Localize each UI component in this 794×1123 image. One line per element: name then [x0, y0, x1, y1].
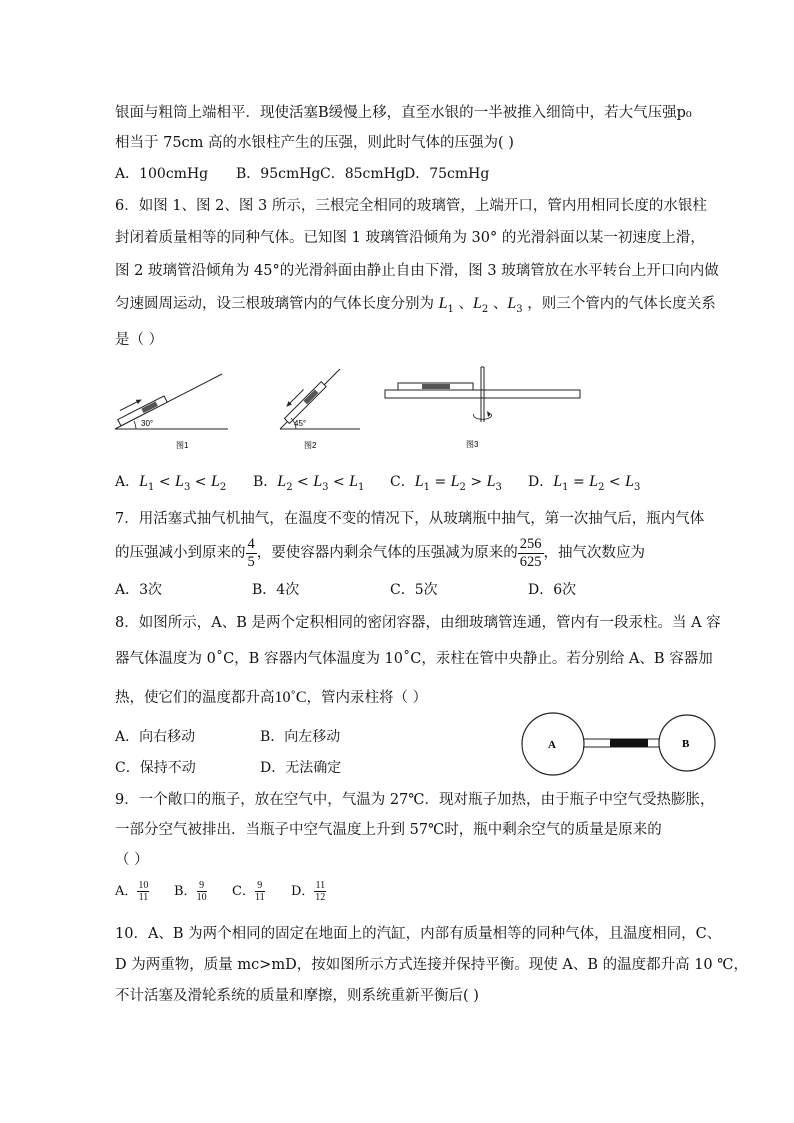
q7-option-d: D．6次	[528, 582, 577, 598]
q6-line4-text-b: ，则三个管内的气体长度关系	[527, 296, 716, 312]
q9-option-c: C． $\frac{9}{11}$	[232, 880, 265, 903]
q6-line3: 图 2 玻璃管沿倾角为 45°的光滑斜面由静止自由下滑，图 3 玻璃管放在水平转台上开口向内做	[115, 263, 719, 279]
q7-fraction-4-5: $\frac{4}{5}$	[247, 535, 255, 570]
q6-line5: 是（ ）	[115, 332, 164, 348]
q5-option-c: C．85cmHg	[320, 166, 405, 182]
fig3-label: 图3	[466, 440, 479, 449]
q8-option-b: B．向左移动	[260, 729, 341, 745]
q6-line4	[115, 294, 716, 320]
q7-option-c: C．5次	[390, 582, 438, 598]
q6-option-c: C．$L_1 = L_2 > L_3$	[390, 473, 502, 493]
q9-line1: 9．一个敞口的瓶子，放在空气中，气温为 27℃．现对瓶子加热，由于瓶子中空气受热膨胀，	[115, 792, 715, 808]
q9-line2: 一部分空气被排出．当瓶子中空气温度上升到 57℃时，瓶中剩余空气的质量是原来的	[115, 822, 662, 838]
q9-option-b: B． $\frac{9}{10}$	[174, 880, 207, 903]
q5-option-d: D．75cmHg	[404, 166, 490, 182]
q10-line1: 10．A、B 为两个相同的固定在地面上的汽缸，内部有质量相等的同种气体，且温度相同，C、	[115, 926, 722, 942]
figure-1-incline-30	[110, 366, 230, 456]
fig1-label: 图1	[176, 441, 189, 450]
q9-line3: （ ）	[115, 852, 149, 868]
q8-option-d: D．无法确定	[260, 760, 342, 776]
q9-option-a: A． $\frac{10}{11}$	[115, 880, 149, 903]
q6-option-d: D．$L_1 = L_2 < L_3$	[528, 473, 641, 493]
container-a-label: A	[548, 739, 556, 751]
figure-containers-ab	[520, 710, 720, 780]
q7-line2: 的压强减小到原来的 $\frac{4}{5}$ ，要使容器内剩余气体的压强减为原来的 $\frac{256}{625}$ ，抽气次数应为	[115, 535, 645, 570]
q5-line1: 银面与粗筒上端相平．现使活塞B缓慢上移，直至水银的一半被推入细筒中，若大气压强p₀	[115, 105, 692, 121]
q7-option-b: B．4次	[252, 582, 300, 598]
q5-option-b: B．95cmHg	[236, 166, 321, 182]
q9-option-d: D． $\frac{11}{12}$	[291, 880, 326, 903]
q5-option-a: A．100cmHg	[115, 166, 209, 182]
q10-line3: 不计活塞及滑轮系统的质量和摩擦，则系统重新平衡后( )	[115, 988, 479, 1004]
q6-option-b: B．$L_2 < L_3 < L_1$	[253, 473, 365, 493]
fig1-angle: 30°	[141, 419, 154, 428]
q7-option-a: A．3次	[115, 582, 163, 598]
q8-line1: 8．如图所示，A、B 是两个定积相同的密闭容器，由细玻璃管连通，管内有一段汞柱。当 A 容	[115, 615, 721, 631]
q6-line4-text-a: 匀速圆周运动，设三根玻璃管内的气体长度分别为	[115, 296, 434, 312]
q7-fraction-256-625: $\frac{256}{625}$	[519, 535, 542, 570]
q6-option-a: A．$L_1 < L_3 < L_2$	[115, 473, 227, 493]
q8-line3: 热，使它们的温度都升高10˚C，管内汞柱将（ ）	[115, 689, 428, 706]
fig2-angle: 45°	[294, 419, 307, 428]
q8-line2: 器气体温度为 0˚C，B 容器内气体温度为 10˚C，汞柱在管中央静止。若分别给 A、B 容器加	[115, 651, 713, 667]
figure-2-incline-45	[276, 366, 366, 456]
q10-line2: D 为两重物，质量 mc>mD，按如图所示方式连接并保持平衡。现使 A、B 的温度都升高 10 ℃，	[115, 957, 748, 973]
q5-line2: 相当于 75cm 高的水银柱产生的压强，则此时气体的压强为( )	[115, 135, 514, 151]
figure-3-turntable	[380, 362, 585, 457]
q8-option-a: A．向右移动	[115, 729, 196, 745]
q6-line1: 6．如图 1、图 2、图 3 所示，三根完全相同的玻璃管，上端开口，管内用相同长度的水银柱	[115, 198, 707, 214]
q6-line2: 封闭着质量相等的同种气体。已知图 1 玻璃管沿倾角为 30° 的光滑斜面以某一初速度上滑，	[115, 230, 705, 246]
q6-lengths: $L_1$ 、$L_2$ 、$L_3$	[438, 295, 523, 315]
q7-line1: 7．用活塞式抽气机抽气，在温度不变的情况下，从玻璃瓶中抽气，第一次抽气后，瓶内气体	[115, 511, 705, 527]
container-b-label: B	[682, 738, 690, 750]
fig2-label: 图2	[304, 441, 317, 450]
q8-option-c: C．保持不动	[115, 760, 196, 776]
